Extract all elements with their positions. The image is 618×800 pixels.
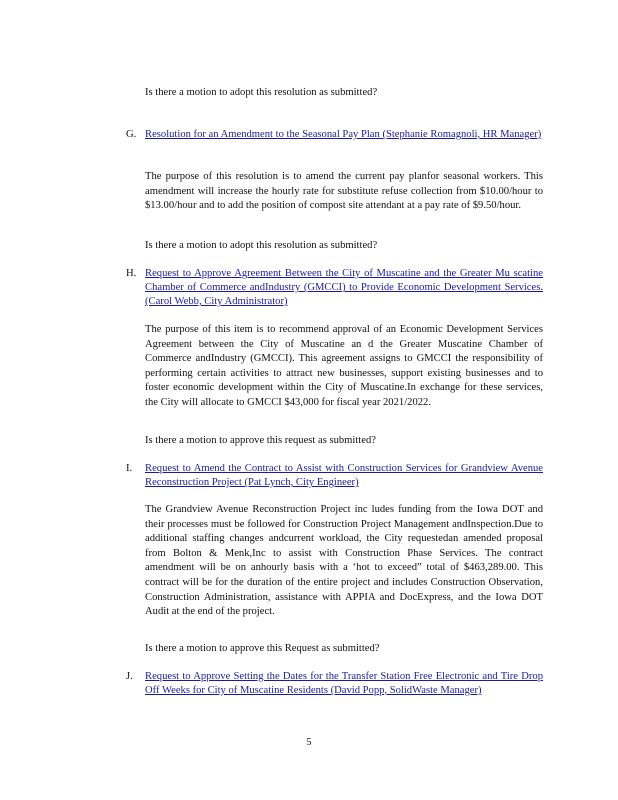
agenda-item-link[interactable]: Request to Amend the Contract to Assist with Construction Services for Grandview Avenue Reconstruction Project (Pat Lynch, City Engineer) [145,463,543,488]
motion-question: Is there a motion to approve this request as submitted? [145,435,376,446]
item-letter: I. [126,463,133,474]
item-description: The purpose of this item is to recommend approval of an Economic Development Services Agreement between the City of Muscatine an d the Greater Muscatine Chamber of Commerce andIndustry (GMCCI). This agreement assigns to GMCCI the responsibility of performing certain activities to attract new businesses, support existing businesses and to foster economic development within the City of Muscatine.In exchange for these services, the City will allocate to GMCCI $43,000 for fiscal year 2021/2022. [145,324,543,408]
motion-question: Is there a motion to adopt this resolution as submitted? [145,240,378,251]
page-number: 5 [306,737,312,748]
motion-question: Is there a motion to adopt this resolution as submitted? [145,87,378,98]
item-letter: G. [126,129,137,140]
item-description: The Grandview Avenue Reconstruction Project inc ludes funding from the Iowa DOT and their processes must be followed for Construction Project Management andInspection.Due to additional staffing changes andcurrent workload, the City requestedan amended proposal from Bolton & Menk,Inc to assist with Construction Phase Services. The contract amendment will be on anhourly basis with a ‘hot to exceed” total of $463,289.00. This contract will be for the duration of the entire project and includes Construction Observation, Construction Administration, assistance with APPIA and DocExpress, and the Iowa DOT Audit at the end of the project. [145,504,543,618]
agenda-item-link[interactable]: Resolution for an Amendment to the Seasonal Pay Plan (Stephanie Romagnoli, HR Manager) [145,129,542,140]
item-description: The purpose of this resolution is to amend the current pay planfor seasonal workers. This amendment will increase the hourly rate for substitute refuse collection from $10.00/hour to $13.00/hour and to add the position of compost site attendant at a pay rate of $9.50/hour. [145,171,543,212]
agenda-item-link[interactable]: Request to Approve Setting the Dates for the Transfer Station Free Electronic and Tire Drop Off Weeks for City of Muscatine Residents (David Popp, SolidWaste Manager) [145,671,543,696]
item-letter: H. [126,268,137,279]
item-letter: J. [126,671,133,682]
motion-question: Is there a motion to approve this Request as submitted? [145,643,380,654]
agenda-item-link[interactable]: Request to Approve Agreement Between the City of Muscatine and the Greater Mu scatine Chamber of Commerce andIndustry (GMCCI) to Provide Economic Development Services. (Carol Webb, City Administrator) [145,268,543,307]
